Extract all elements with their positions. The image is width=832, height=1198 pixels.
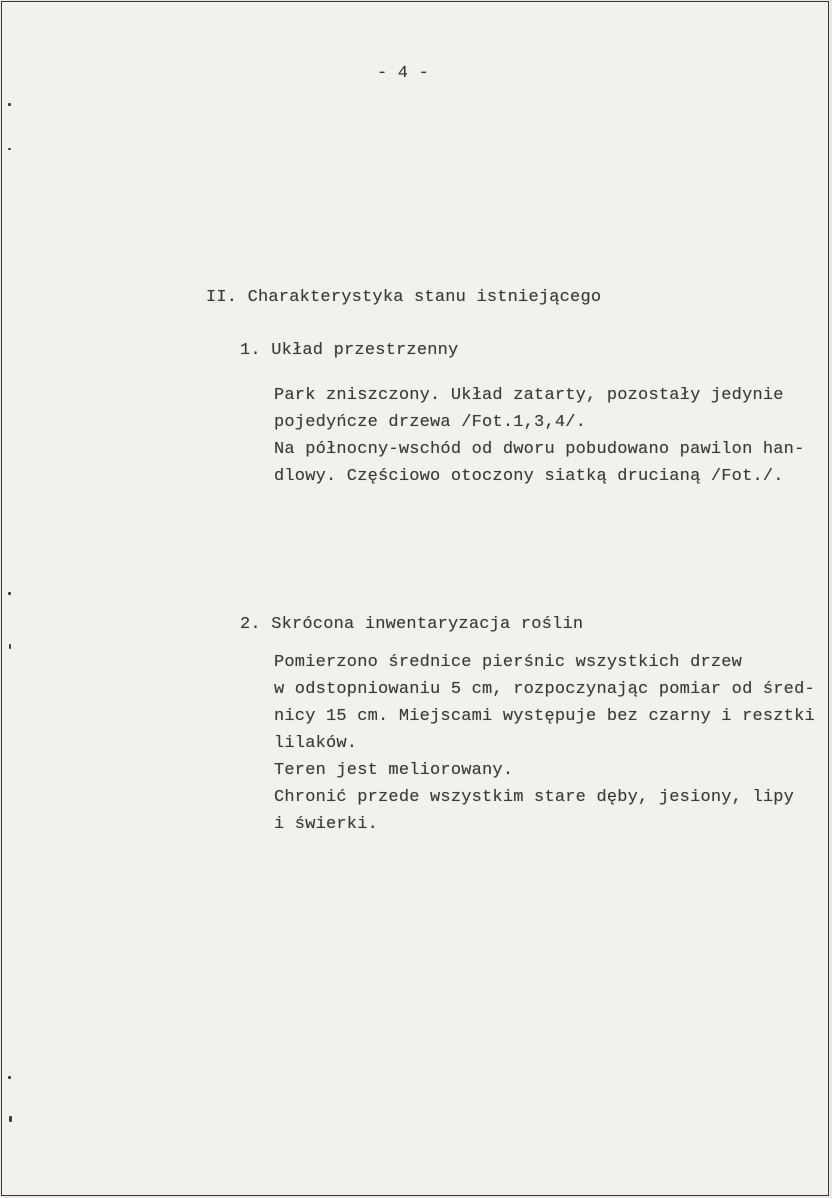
text-line: Park zniszczony. Układ zatarty, pozostały jedynie (274, 386, 784, 405)
punch-mark (8, 592, 11, 595)
subsection-heading-inventory: 2. Skrócona inwentaryzacja roślin (240, 615, 584, 634)
punch-mark (8, 103, 11, 106)
text-line: Chronić przede wszystkim stare dęby, jesiony, lipy (274, 788, 795, 807)
subsection-body-inventory (274, 649, 815, 834)
text-line: w odstopniowaniu 5 cm, rozpoczynając pomiar od śred- (274, 680, 815, 699)
punch-mark (8, 148, 11, 150)
text-line: nicy 15 cm. Miejscami występuje bez czarny i resztki (274, 707, 815, 726)
section-heading: II. Charakterystyka stanu istniejącego (206, 288, 602, 307)
punch-mark (9, 1116, 12, 1122)
text-line: Teren jest meliorowany. (274, 761, 514, 780)
text-line: Na północny-wschód od dworu pobudowano pawilon han- (274, 440, 805, 459)
subsection-heading-layout: 1. Układ przestrzenny (240, 341, 459, 360)
document-page (1, 1, 829, 1196)
text-line: lilaków. (274, 734, 358, 753)
punch-mark (8, 1076, 11, 1079)
text-line: pojedyńcze drzewa /Fot.1,3,4/. (274, 413, 587, 432)
text-line: dlowy. Częściowo otoczony siatką drucianą /Fot./. (274, 467, 784, 486)
subsection-body-layout (274, 382, 805, 496)
punch-mark (9, 644, 11, 649)
text-line: Pomierzono średnice pierśnic wszystkich drzew (274, 653, 743, 672)
page-number: - 4 - (377, 64, 430, 83)
text-line: i świerki. (274, 815, 379, 834)
